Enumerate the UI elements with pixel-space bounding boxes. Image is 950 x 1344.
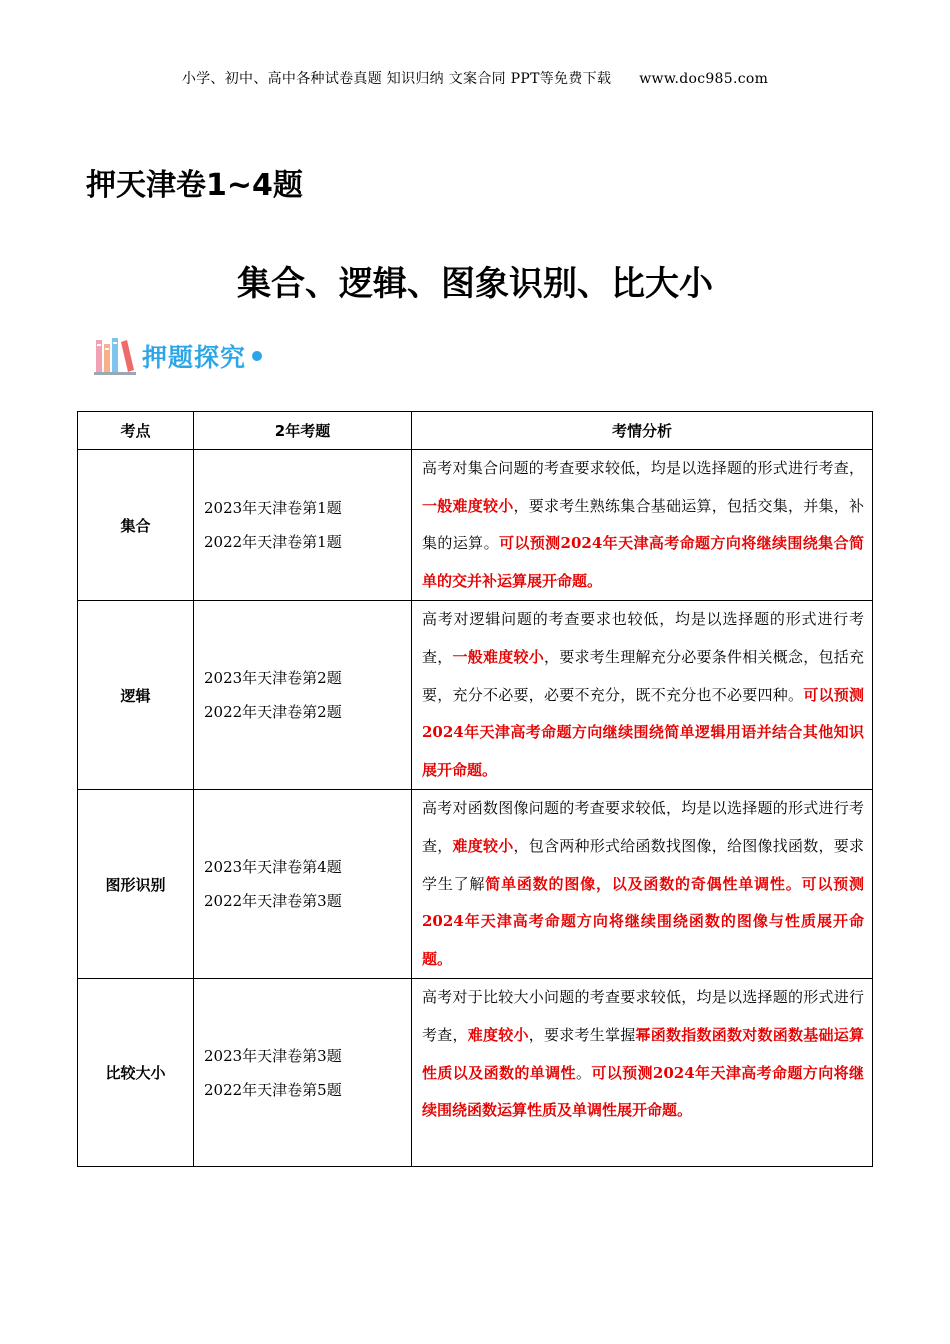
year-item: 2022年天津卷第5题 xyxy=(204,1080,342,1099)
year-item: 2023年天津卷第2题 xyxy=(204,669,342,688)
analysis-highlight: 一般难度较小 xyxy=(452,647,544,666)
document-title: 押天津卷1~4题 xyxy=(86,168,303,203)
analysis-highlight: 一般难度较小 xyxy=(422,496,514,515)
analysis-text: ，要求考生熟练集合基础运算，包括交集，并集，补集的运算。 xyxy=(422,496,864,553)
year-item: 2023年天津卷第1题 xyxy=(204,499,342,518)
books-icon xyxy=(94,336,138,376)
years-cell xyxy=(194,450,412,601)
analysis-text: ，要求考生理解充分必要条件相关概念，包括充要，充分不必要，必要不充分，既不充分也不必要四种。 xyxy=(422,647,864,704)
bullet-dot-icon xyxy=(252,351,262,361)
topic-cell: 逻辑 xyxy=(78,601,194,790)
analysis-cell xyxy=(412,601,873,790)
table-row xyxy=(78,790,873,979)
years-cell xyxy=(194,601,412,790)
analysis-text: ，包含两种形式给函数找图像，给图像找函数，要求学生了解 xyxy=(422,836,864,893)
topic-cell: 集合 xyxy=(78,450,194,601)
analysis-highlight: 可以预测2024年天津高考命题方向将继续围绕函数运算性质及单调性展开命题。 xyxy=(422,1063,864,1120)
analysis-cell xyxy=(412,450,873,601)
page-header xyxy=(0,68,950,88)
table-row xyxy=(78,601,873,790)
analysis-highlight: 可以预测2024年天津高考命题方向继续围绕简单逻辑用语并结合其他知识展开命题。 xyxy=(422,685,864,779)
section-label: 押题探究 xyxy=(142,343,247,372)
year-item: 2023年天津卷第4题 xyxy=(204,858,342,877)
section-badge xyxy=(94,334,262,378)
header-text: 小学、初中、高中各种试卷真题 知识归纳 文案合同 PPT等免费下载 xyxy=(181,71,612,87)
analysis-highlight: 幂函数指数函数对数函数基础运算性质以及函数的单调性 xyxy=(422,1025,864,1082)
year-item: 2022年天津卷第1题 xyxy=(204,533,342,552)
analysis-cell xyxy=(412,790,873,979)
table-row xyxy=(78,979,873,1167)
year-item: 2022年天津卷第2题 xyxy=(204,703,342,722)
analysis-text: 高考对函数图像问题的考查要求较低，均是以选择题的形式进行考查， xyxy=(422,799,864,855)
analysis-table xyxy=(77,411,873,1167)
header-years: 2年考题 xyxy=(194,412,412,450)
analysis-highlight: 简单函数的图像，以及函数的奇偶性单调性。可以预测2024年天津高考命题方向将继续围绕函数的图像与性质展开命题。 xyxy=(422,874,864,968)
analysis-highlight: 可以预测2024年天津高考命题方向将继续围绕集合简单的交并补运算展开命题。 xyxy=(422,534,864,590)
analysis-text: 高考对集合问题的考查要求较低，均是以选择题的形式进行考查， xyxy=(422,459,864,477)
table-row xyxy=(78,450,873,601)
analysis-highlight: 难度较小 xyxy=(467,1025,529,1044)
year-item: 2022年天津卷第3题 xyxy=(204,892,342,911)
years-cell xyxy=(194,979,412,1167)
analysis-text: 高考对于比较大小问题的考查要求较低，均是以选择题的形式进行考查， xyxy=(422,988,864,1044)
table-header-row xyxy=(78,412,873,450)
header-analysis: 考情分析 xyxy=(412,412,873,450)
header-url[interactable]: www.doc985.com xyxy=(639,71,769,87)
analysis-cell xyxy=(412,979,873,1167)
analysis-text: 。 xyxy=(575,1063,592,1082)
header-topic: 考点 xyxy=(78,412,194,450)
analysis-text: 高考对逻辑问题的考查要求也较低，均是以选择题的形式进行考查， xyxy=(422,610,864,666)
topic-cell: 图形识别 xyxy=(78,790,194,979)
year-item: 2023年天津卷第3题 xyxy=(204,1046,342,1065)
analysis-text: ，要求考生掌握 xyxy=(528,1025,636,1044)
years-cell xyxy=(194,790,412,979)
analysis-highlight: 难度较小 xyxy=(452,836,514,855)
topic-cell: 比较大小 xyxy=(78,979,194,1167)
document-subtitle: 集合、逻辑、图象识别、比大小 xyxy=(237,264,713,304)
